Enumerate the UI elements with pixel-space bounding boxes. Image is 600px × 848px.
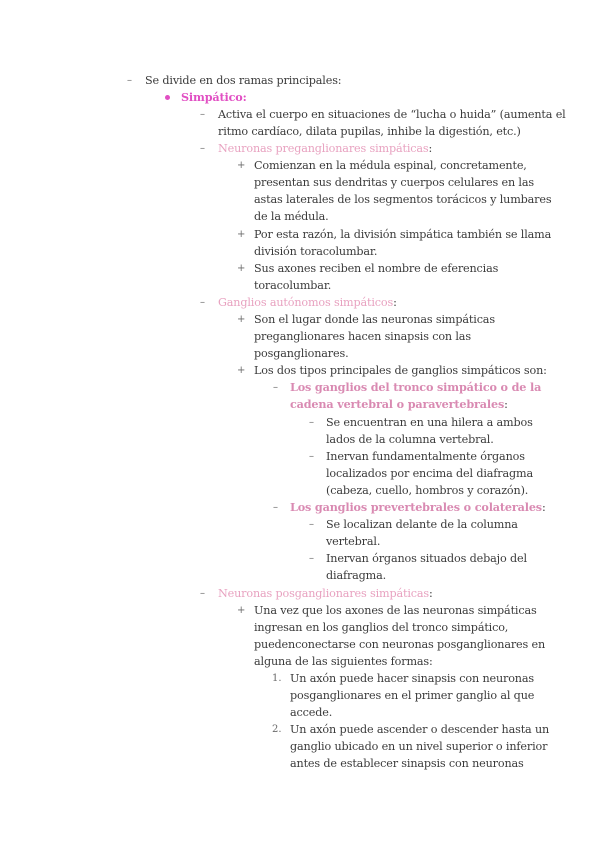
n2-line-2: ganglio ubicado en un nivel superior o inferior (290, 740, 548, 753)
pre2-line-1: Por esta razón, la división simpática también se llama (254, 228, 552, 241)
dash-marker: – (309, 519, 314, 530)
n1-line-2: posganglionares en el primer ganglio al que (290, 689, 535, 702)
dash-marker: – (127, 75, 132, 86)
plus-marker: + (237, 160, 246, 171)
p1-line-1: Se localizan delante de la columna (326, 518, 518, 531)
activa-line-2: ritmo cardíaco, dilata pupilas, inhibe la digestión, etc.) (218, 125, 521, 138)
g1-line-1: Son el lugar donde las neuronas simpáticas (254, 313, 495, 326)
p2-line-2: diafragma. (326, 569, 387, 582)
p2-line-1: Inervan órganos situados debajo del (326, 552, 527, 565)
dash-marker: – (273, 382, 278, 393)
p1-line-2: vertebral. (326, 535, 381, 548)
number-marker: 1. (272, 673, 282, 684)
plus-marker: + (237, 229, 246, 240)
t1-line-1: Se encuentran en una hilera a ambos (326, 416, 533, 429)
dash-marker: – (200, 297, 205, 308)
t1-line-2: lados de la columna vertebral. (326, 433, 494, 446)
heading-neuronas-preganglionares: Neuronas preganglionares simpáticas: (218, 142, 433, 155)
n1-line-3: accede. (290, 706, 333, 719)
pre1-line-3: astas laterales de los segmentos torácicos y lumbares (254, 193, 552, 206)
heading-ganglios-autonomos: Ganglios autónomos simpáticos: (218, 296, 397, 309)
plus-marker: + (237, 263, 246, 274)
dash-marker: – (273, 502, 278, 513)
plus-marker: + (237, 314, 246, 325)
tronco-line-2: cadena vertebral o paravertebrales: (290, 397, 508, 411)
number-marker: 2. (272, 724, 282, 735)
pre1-line-1: Comienzan en la médula espinal, concretamente, (254, 159, 527, 172)
dash-marker: – (200, 143, 205, 154)
dash-marker: – (200, 109, 205, 120)
heading-neuronas-posganglionares: Neuronas posganglionares simpáticas: (218, 587, 433, 600)
t2-line-3: (cabeza, cuello, hombros y corazón). (326, 484, 529, 497)
g2-line: Los dos tipos principales de ganglios simpáticos son: (254, 364, 547, 377)
t2-line-1: Inervan fundamentalmente órganos (326, 450, 525, 463)
dash-marker: – (309, 451, 314, 462)
pos1-line-2: ingresan en los ganglios del tronco simpático, (254, 621, 509, 634)
dash-marker: – (309, 553, 314, 564)
pre1-line-4: de la médula. (254, 210, 329, 223)
pre2-line-2: división toracolumbar. (254, 245, 378, 258)
pre3-line-2: toracolumbar. (254, 279, 332, 292)
pos1-line-4: alguna de las siguientes formas: (254, 655, 433, 668)
intro-line: Se divide en dos ramas principales: (145, 74, 342, 87)
n2-line-1: Un axón puede ascender o descender hasta un (290, 723, 550, 736)
plus-marker: + (237, 605, 246, 616)
bullet-dot (165, 95, 170, 100)
activa-line-1: Activa el cuerpo en situaciones de “lucha o huida” (aumenta el (218, 108, 566, 121)
pos1-line-3: puedenconectarse con neuronas posganglionares en (254, 638, 546, 651)
g1-line-2: preganglionares hacen sinapsis con las (254, 330, 471, 343)
pre1-line-2: presentan sus dendritas y cuerpos celulares en las (254, 176, 534, 189)
dash-marker: – (309, 417, 314, 428)
pos1-line-1: Una vez que los axones de las neuronas simpáticas (254, 604, 537, 617)
n1-line-1: Un axón puede hacer sinapsis con neuronas (290, 672, 534, 685)
dash-marker: – (200, 588, 205, 599)
prever-line: Los ganglios prevertebrales o colaterales: (290, 500, 546, 514)
pre3-line-1: Sus axones reciben el nombre de eferencias (254, 262, 499, 275)
heading-simpatico: Simpático: (181, 90, 247, 104)
t2-line-2: localizados por encima del diafragma (326, 467, 533, 480)
tronco-line-1: Los ganglios del tronco simpático o de la (290, 380, 542, 394)
g1-line-3: posganglionares. (254, 347, 349, 360)
plus-marker: + (237, 365, 246, 376)
n2-line-3: antes de establecer sinapsis con neuronas (290, 757, 524, 770)
